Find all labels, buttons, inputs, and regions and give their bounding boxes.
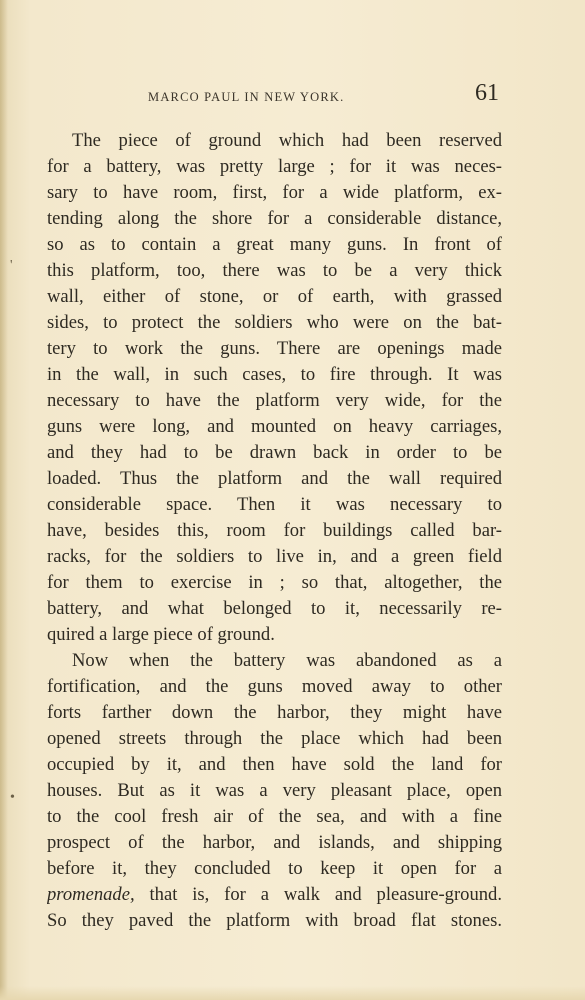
text-line: opened streets through the place which had been — [47, 728, 502, 749]
italic-word: promenade, — [47, 884, 135, 905]
text-line: tending along the shore for a considerable distance, — [47, 208, 502, 229]
text-line — [47, 882, 502, 908]
body-text — [47, 128, 502, 934]
text-line: to the cool fresh air of the sea, and with a fine — [47, 806, 502, 827]
page-header — [0, 80, 585, 114]
margin-mark: ' — [10, 258, 13, 273]
text-line: in the wall, in such cases, to fire through. It was — [47, 364, 502, 385]
text-line: forts farther down the harbor, they might have — [47, 702, 502, 723]
text-line: Now when the battery was abandoned as a — [72, 650, 502, 671]
gutter-shadow — [0, 0, 8, 1000]
text-line: occupied by it, and then have sold the land for — [47, 754, 502, 775]
text-line: tery to work the guns. There are openings made — [47, 338, 502, 359]
text-line: sides, to protect the soldiers who were on the bat- — [47, 312, 502, 333]
text-line: so as to contain a great many guns. In front of — [47, 234, 502, 255]
margin-mark: • — [10, 790, 15, 805]
text-line: for a battery, was pretty large ; for it was neces- — [47, 156, 502, 177]
page-edge — [0, 986, 585, 1000]
text-span: that is, for a walk and pleasure-ground. — [134, 884, 502, 905]
text-line: battery, and what belonged to it, necessarily re- — [47, 598, 502, 619]
text-line: The piece of ground which had been reserved — [72, 130, 502, 151]
text-line: and they had to be drawn back in order to be — [47, 442, 502, 463]
text-line: considerable space. Then it was necessary to — [47, 494, 502, 515]
text-line: racks, for the soldiers to live in, and a green field — [47, 546, 502, 567]
text-line: prospect of the harbor, and islands, and shipping — [47, 832, 502, 853]
text-line: for them to exercise in ; so that, altogether, the — [47, 572, 502, 593]
text-line: wall, either of stone, or of earth, with grassed — [47, 286, 502, 307]
text-line: this platform, too, there was to be a very thick — [47, 260, 502, 281]
text-line: necessary to have the platform very wide, for the — [47, 390, 502, 411]
text-line: guns were long, and mounted on heavy carriages, — [47, 416, 502, 437]
text-line: So they paved the platform with broad flat stones. — [47, 910, 502, 931]
text-line: sary to have room, first, for a wide platform, ex- — [47, 182, 502, 203]
text-line: have, besides this, room for buildings called bar- — [47, 520, 502, 541]
text-line: loaded. Thus the platform and the wall required — [47, 468, 502, 489]
text-line: houses. But as it was a very pleasant place, open — [47, 780, 502, 801]
text-line: before it, they concluded to keep it open for a — [47, 858, 502, 879]
page-number: 61 — [475, 80, 499, 106]
text-line: quired a large piece of ground. — [47, 624, 275, 645]
text-line: fortification, and the guns moved away to other — [47, 676, 502, 697]
running-head: MARCO PAUL IN NEW YORK. — [148, 90, 345, 104]
